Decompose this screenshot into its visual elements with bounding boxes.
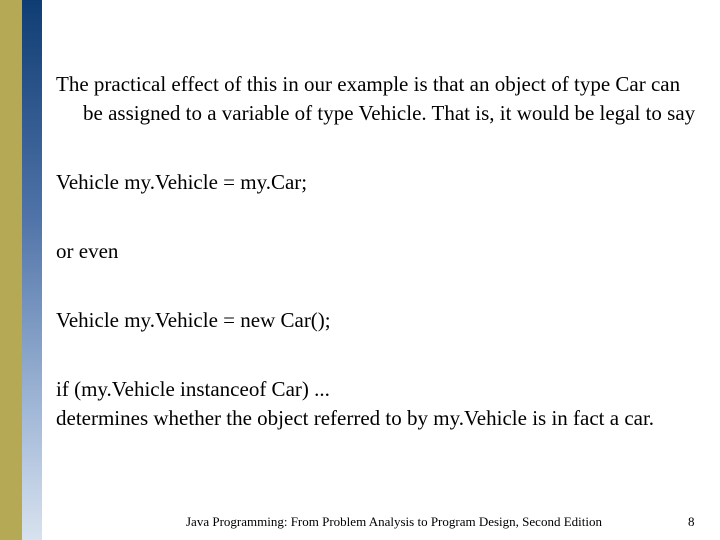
page-number: 8	[688, 514, 695, 529]
paragraph-or-even: or even	[56, 239, 119, 263]
slide-body	[56, 70, 696, 433]
paragraph-intro: The practical effect of this in our example is that an object of type Car can be assigned to a variable of type Vehicle. That is, it would be legal to say	[56, 72, 696, 125]
code-line-new-car: Vehicle my.Vehicle = new Car();	[56, 308, 331, 332]
code-line-instanceof: if (my.Vehicle instanceof Car) ...	[56, 377, 330, 401]
slide-footer: Java Programming: From Problem Analysis to Program Design, Second Edition	[186, 514, 602, 529]
paragraph-determines: determines whether the object referred to by my.Vehicle is in fact a car.	[56, 406, 655, 430]
code-line-assignment: Vehicle my.Vehicle = my.Car;	[56, 170, 308, 194]
decorative-olive-bar	[0, 0, 22, 540]
decorative-blue-gradient-bar	[22, 0, 42, 540]
